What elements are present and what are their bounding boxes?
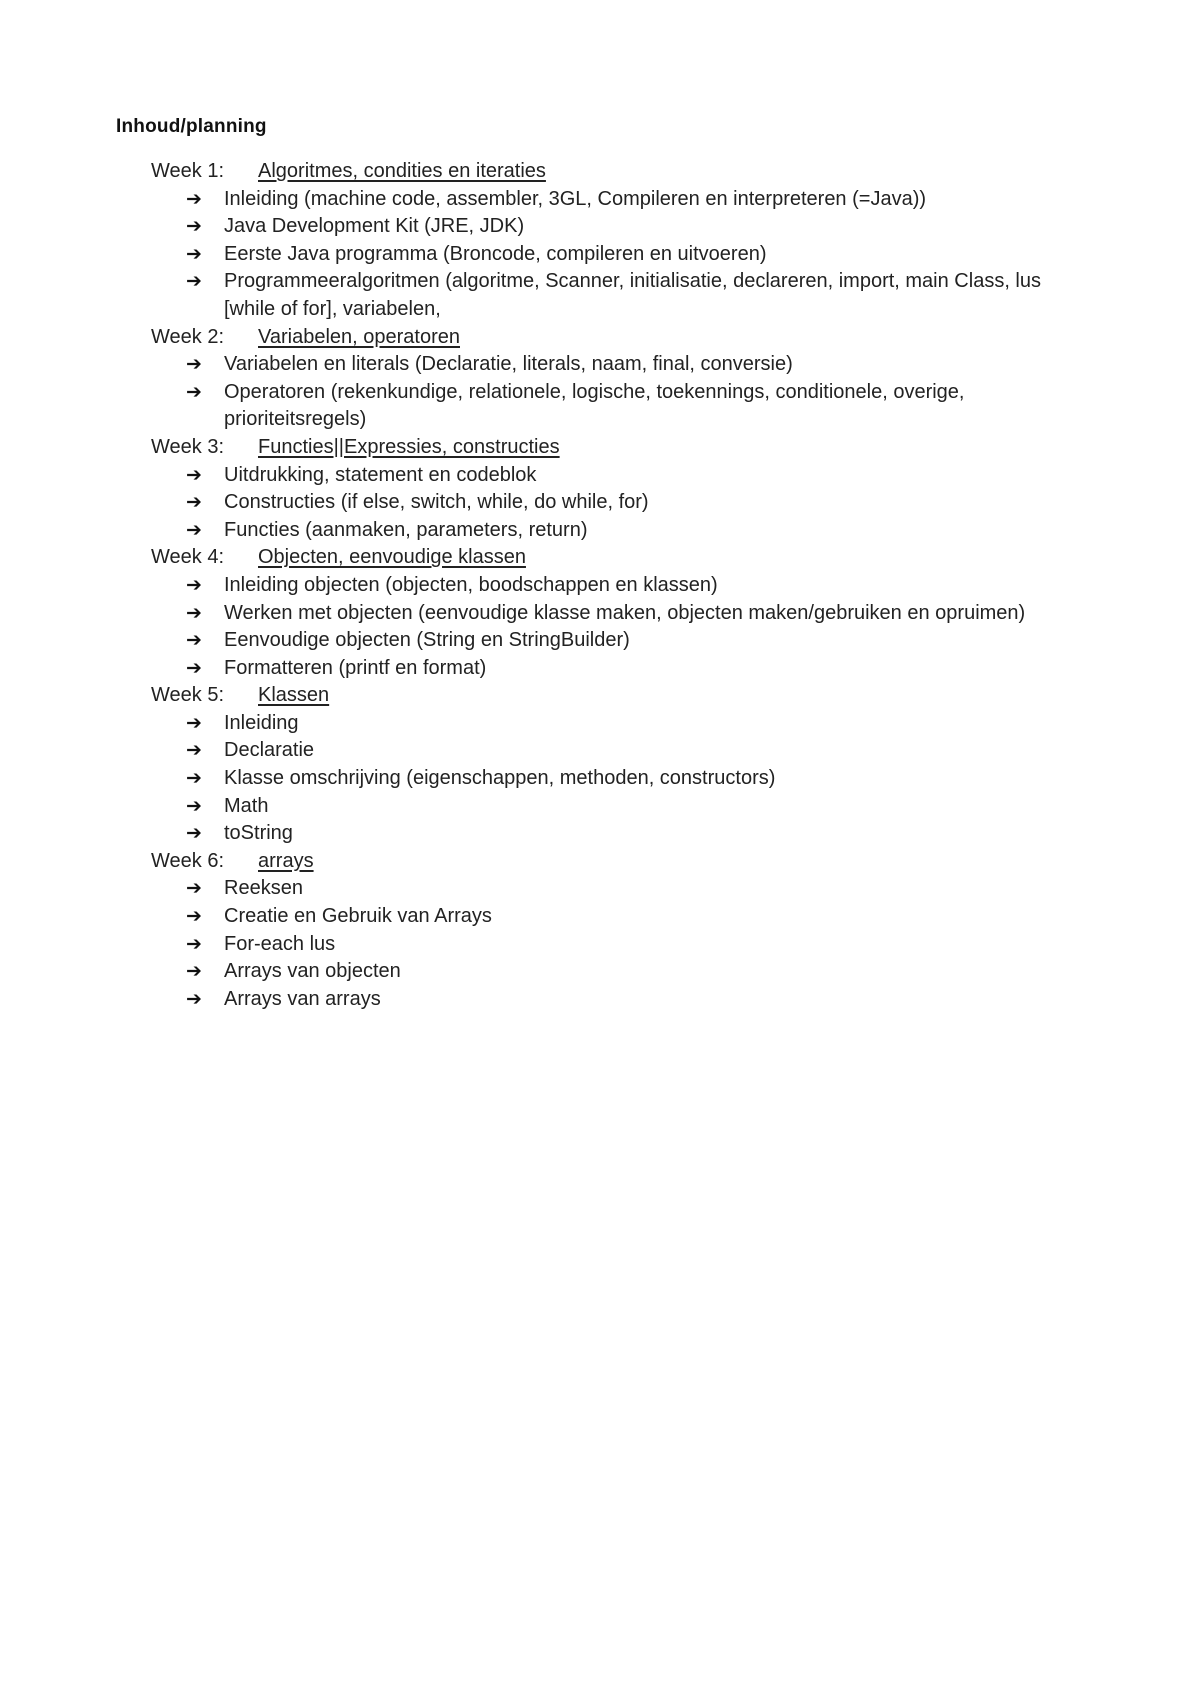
arrow-bullet-icon: ➔ [186, 767, 202, 790]
arrow-bullet-icon: ➔ [186, 711, 202, 734]
topic-list [0, 462, 1200, 545]
topic-item [0, 820, 1200, 848]
topic-text: Eenvoudige objecten (String en StringBuilder) [224, 629, 630, 652]
week-header [0, 434, 1200, 462]
topic-item [0, 186, 1200, 214]
topic-item [0, 986, 1200, 1014]
week-4-section [0, 544, 1200, 682]
topic-item [0, 241, 1200, 269]
topic-text: toString [224, 822, 293, 845]
topic-list [0, 710, 1200, 848]
topic-list [0, 351, 1200, 434]
week-header [0, 848, 1200, 876]
arrow-bullet-icon: ➔ [186, 822, 202, 845]
arrow-bullet-icon: ➔ [186, 242, 202, 265]
arrow-bullet-icon: ➔ [186, 739, 202, 762]
arrow-bullet-icon: ➔ [186, 463, 202, 486]
topic-item [0, 379, 1200, 434]
week-label: Week 1: [151, 160, 224, 182]
week-header [0, 158, 1200, 186]
arrow-bullet-icon: ➔ [186, 380, 202, 403]
arrow-bullet-icon: ➔ [186, 491, 202, 514]
topic-text: Arrays van objecten [224, 960, 401, 983]
week-header [0, 682, 1200, 710]
topic-text: Reeksen [224, 877, 303, 900]
topic-text: Math [224, 794, 269, 817]
topic-item [0, 517, 1200, 545]
arrow-bullet-icon: ➔ [186, 353, 202, 376]
topic-text: Constructies (if else, switch, while, do while, for) [224, 491, 649, 514]
topic-item [0, 655, 1200, 683]
week-header [0, 324, 1200, 352]
arrow-bullet-icon: ➔ [186, 187, 202, 210]
topic-item [0, 793, 1200, 821]
arrow-bullet-icon: ➔ [186, 601, 202, 624]
week-title: Variabelen, operatoren [258, 325, 460, 348]
document-heading: Inhoud/planning [116, 116, 267, 137]
arrow-bullet-icon: ➔ [186, 215, 202, 238]
topic-text: Werken met objecten (eenvoudige klasse maken, objecten maken/gebruiken en opruimen) [224, 601, 1026, 624]
topic-list [0, 572, 1200, 682]
topic-item [0, 931, 1200, 959]
topic-text: Uitdrukking, statement en codeblok [224, 463, 537, 486]
topic-text: Operatoren (rekenkundige, relationele, logische, toekennings, conditionele, overige, prioriteitsregels) [224, 380, 965, 431]
week-label: Week 6: [151, 849, 224, 872]
arrow-bullet-icon: ➔ [186, 270, 202, 293]
topic-text: Inleiding (machine code, assembler, 3GL, Compileren en interpreteren (=Java)) [224, 187, 927, 210]
week-title: Functies||Expressies, constructies [258, 435, 560, 458]
week-label: Week 2: [151, 325, 224, 348]
arrow-bullet-icon: ➔ [186, 518, 202, 541]
topic-item [0, 710, 1200, 738]
topic-item [0, 958, 1200, 986]
week-3-section [0, 434, 1200, 544]
topic-text: Java Development Kit (JRE, JDK) [224, 215, 525, 238]
week-title: Algoritmes, condities en iteraties [258, 160, 546, 182]
topic-text: Variabelen en literals (Declaratie, literals, naam, final, conversie) [224, 353, 793, 376]
topic-item [0, 600, 1200, 628]
weekly-planning [0, 158, 1200, 1013]
arrow-bullet-icon: ➔ [186, 573, 202, 596]
arrow-bullet-icon: ➔ [186, 629, 202, 652]
week-title: Objecten, eenvoudige klassen [258, 546, 526, 569]
week-label: Week 3: [151, 435, 224, 458]
arrow-bullet-icon: ➔ [186, 656, 202, 679]
week-5-section [0, 682, 1200, 848]
topic-item [0, 268, 1200, 323]
topic-list [0, 186, 1200, 324]
topic-item [0, 572, 1200, 600]
topic-item [0, 627, 1200, 655]
topic-text: For-each lus [224, 932, 336, 955]
week-title: arrays [258, 849, 314, 872]
arrow-bullet-icon: ➔ [186, 932, 202, 955]
week-1-section [0, 158, 1200, 324]
topic-text: Inleiding objecten (objecten, boodschappen en klassen) [224, 573, 718, 596]
topic-list [0, 875, 1200, 1013]
topic-item [0, 903, 1200, 931]
topic-text: Arrays van arrays [224, 987, 381, 1010]
week-6-section [0, 848, 1200, 1014]
arrow-bullet-icon: ➔ [186, 987, 202, 1010]
week-label: Week 5: [151, 684, 224, 707]
arrow-bullet-icon: ➔ [186, 794, 202, 817]
topic-text: Klasse omschrijving (eigenschappen, methoden, constructors) [224, 767, 776, 790]
topic-item [0, 462, 1200, 490]
topic-item [0, 489, 1200, 517]
topic-item [0, 765, 1200, 793]
topic-item [0, 737, 1200, 765]
topic-text: Programmeeralgoritmen (algoritme, Scanner, initialisatie, declareren, import, main Class, lus [while of for], variabelen, [224, 270, 1041, 320]
topic-item [0, 213, 1200, 241]
week-label: Week 4: [151, 546, 224, 569]
arrow-bullet-icon: ➔ [186, 960, 202, 983]
week-2-section [0, 324, 1200, 434]
arrow-bullet-icon: ➔ [186, 877, 202, 900]
topic-item [0, 351, 1200, 379]
topic-text: Formatteren (printf en format) [224, 656, 487, 679]
topic-text: Functies (aanmaken, parameters, return) [224, 518, 588, 541]
week-title: Klassen [258, 684, 330, 707]
topic-item [0, 875, 1200, 903]
arrow-bullet-icon: ➔ [186, 905, 202, 928]
topic-text: Declaratie [224, 739, 315, 762]
topic-text: Eerste Java programma (Broncode, compileren en uitvoeren) [224, 242, 767, 265]
week-header [0, 544, 1200, 572]
topic-text: Creatie en Gebruik van Arrays [224, 905, 492, 928]
topic-text: Inleiding [224, 711, 299, 734]
